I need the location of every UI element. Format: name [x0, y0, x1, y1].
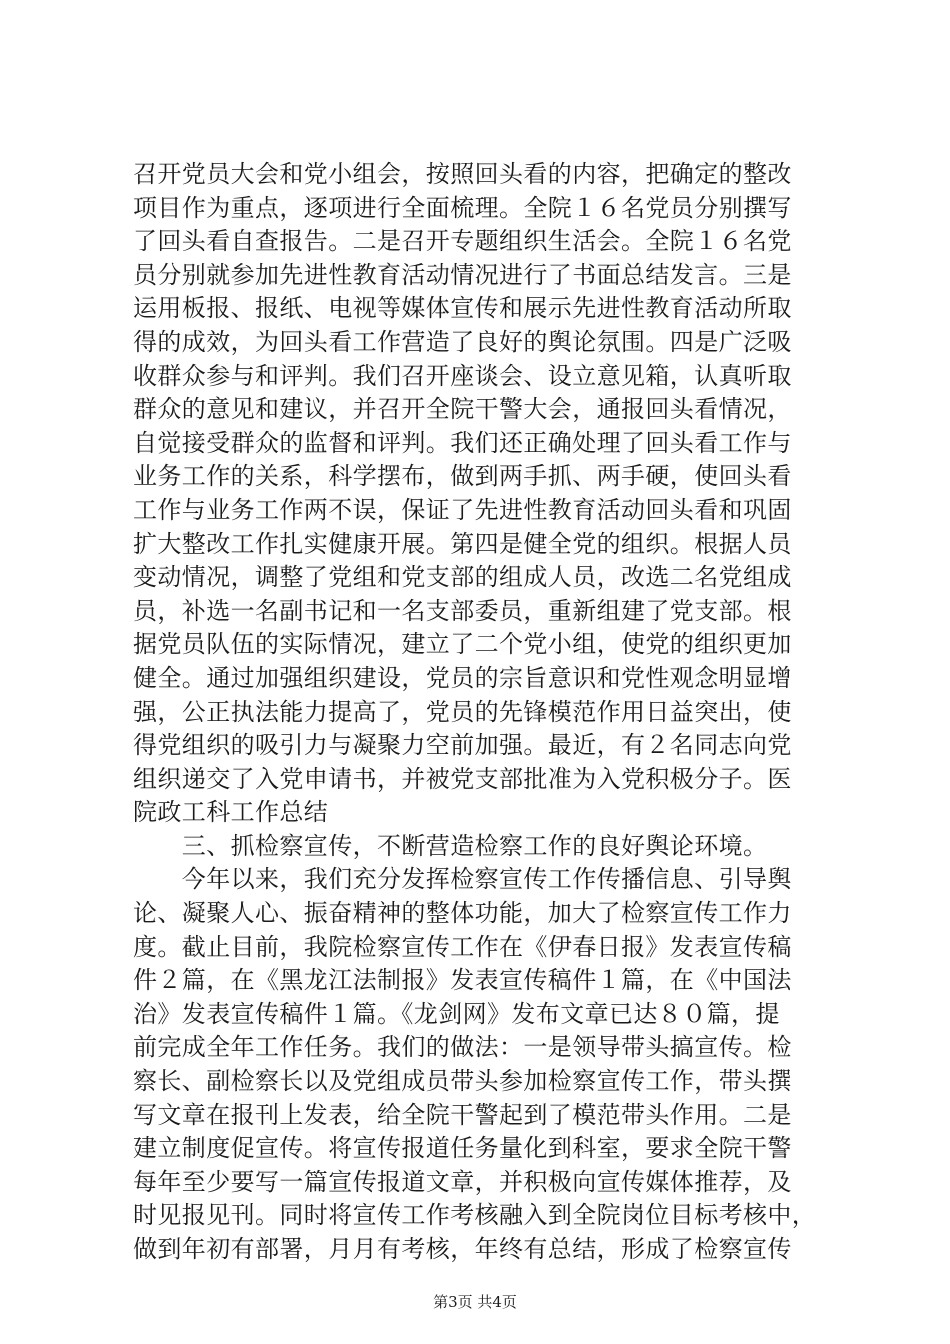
text-line: 运用板报、报纸、电视等媒体宣传和展示先进性教育活动所取: [133, 294, 792, 323]
text-line: 今年以来，我们充分发挥检察宣传工作传播信息、引导舆: [133, 865, 792, 894]
text-line: 治》发表宣传稿件１篇。《龙剑网》发布文章已达８０篇，提: [133, 999, 780, 1028]
text-line: 组织递交了入党申请书，并被党支部批准为入党积极分子。医: [133, 764, 792, 793]
text-line: 察长、副检察长以及党组成员带头参加检察宣传工作，带头撰: [133, 1067, 792, 1096]
text-line: 强，公正执法能力提高了，党员的先锋模范作用日益突出，使: [133, 697, 792, 726]
text-line: 建立制度促宣传。将宣传报道任务量化到科室，要求全院干警: [133, 1134, 792, 1163]
text-line: 群众的意见和建议，并召开全院干警大会，通报回头看情况，: [133, 395, 792, 424]
text-line: 收群众参与和评判。我们召开座谈会、设立意见箱，认真听取: [133, 361, 792, 390]
text-line: 度。截止目前，我院检察宣传工作在《伊春日报》发表宣传稿: [133, 932, 792, 961]
body-text: [133, 158, 833, 1267]
text-line: 员分别就参加先进性教育活动情况进行了书面总结发言。三是: [133, 260, 792, 289]
text-line: 得的成效，为回头看工作营造了良好的舆论氛围。四是广泛吸: [133, 327, 792, 356]
section-heading: 三、抓检察宣传，不断营造检察工作的良好舆论环境。: [133, 831, 768, 860]
text-line: 召开党员大会和党小组会，按照回头看的内容，把确定的整改: [133, 160, 792, 188]
text-line: 院政工科工作总结: [133, 798, 329, 827]
page-number-footer: 第3页 共4页: [433, 1293, 517, 1311]
text-line: 工作与业务工作两不误，保证了先进性教育活动回头看和巩固: [133, 495, 792, 524]
text-line: 时见报见刊。同时将宣传工作考核融入到全院岗位目标考核中，: [133, 1201, 817, 1230]
text-line: 得党组织的吸引力与凝聚力空前加强。最近，有２名同志向党: [133, 731, 792, 760]
text-line: 项目作为重点，逐项进行全面梳理。全院１６名党员分别撰写: [133, 193, 792, 222]
text-line: 据党员队伍的实际情况，建立了二个党小组，使党的组织更加: [133, 630, 792, 659]
text-line: 论、凝聚人心、振奋精神的整体功能，加大了检察宣传工作力: [133, 899, 792, 928]
text-line: 健全。通过加强组织建设，党员的宗旨意识和党性观念明显增: [133, 663, 792, 692]
text-line: 件２篇，在《黑龙江法制报》发表宣传稿件１篇，在《中国法: [133, 966, 792, 995]
text-line: 扩大整改工作扎实健康开展。第四是健全党的组织。根据人员: [133, 529, 792, 558]
text-line: 变动情况，调整了党组和党支部的组成人员，改选二名党组成: [133, 563, 792, 592]
text-line: 写文章在报刊上发表，给全院干警起到了模范带头作用。二是: [133, 1100, 792, 1129]
text-line: 前完成全年工作任务。我们的做法：一是领导带头搞宣传。检: [133, 1033, 792, 1062]
text-line: 业务工作的关系，科学摆布，做到两手抓、两手硬，使回头看: [133, 462, 792, 491]
text-line: 每年至少要写一篇宣传报道文章，并积极向宣传媒体推荐，及: [133, 1167, 792, 1196]
text-line: 自觉接受群众的监督和评判。我们还正确处理了回头看工作与: [133, 428, 792, 457]
text-line: 员，补选一名副书记和一名支部委员，重新组建了党支部。根: [133, 596, 792, 625]
text-line: 了回头看自查报告。二是召开专题组织生活会。全院１６名党: [133, 227, 792, 256]
text-line: 做到年初有部署，月月有考核，年终有总结，形成了检察宣传: [133, 1235, 792, 1263]
